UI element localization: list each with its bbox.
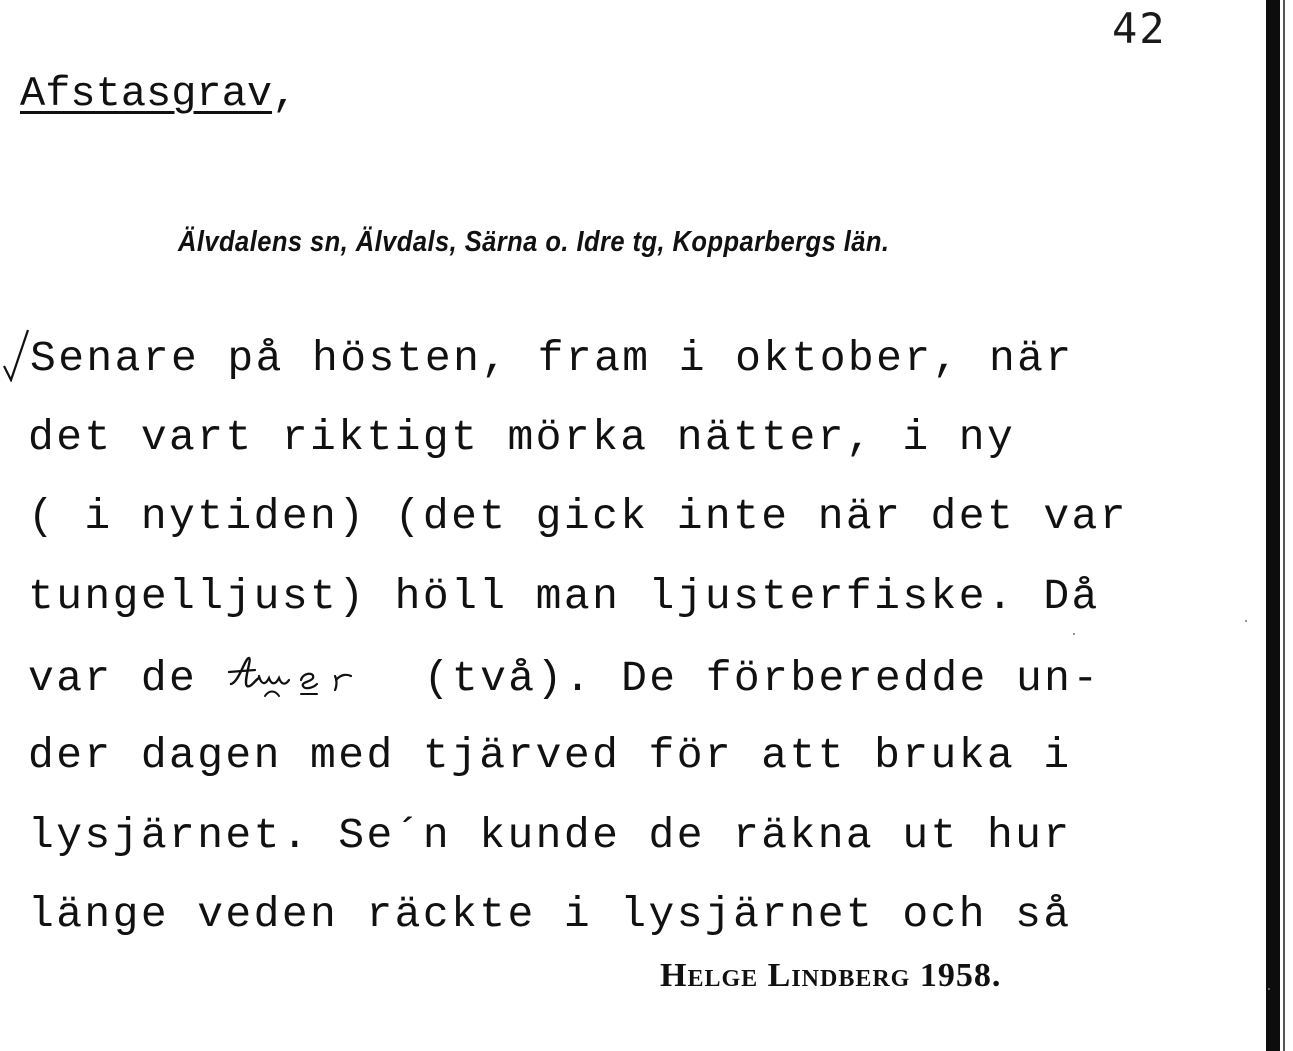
text-line-3: ( i nytiden) (det gick inte när det var bbox=[28, 492, 1128, 541]
text-line-5 bbox=[28, 652, 1101, 703]
text-line-4: tungelljust) höll man ljusterfiske. Då bbox=[28, 572, 1100, 621]
card-edge-line bbox=[1283, 0, 1285, 1051]
location-line: Älvdalens sn, Älvdals, Särna o. Idre tg, Kopparbergs län. bbox=[178, 226, 890, 258]
text-line-2: det vart riktigt mörka nätter, i ny bbox=[28, 413, 1016, 462]
headword bbox=[20, 70, 297, 118]
text-line-8: länge veden räckte i lysjärnet och så bbox=[28, 890, 1072, 939]
card-edge-border bbox=[1266, 0, 1280, 1051]
scan-speck bbox=[1268, 988, 1270, 990]
text-line-5-end: (två). De förberedde un- bbox=[395, 654, 1101, 703]
text-line-6: der dagen med tjärved för att bruka i bbox=[28, 731, 1072, 780]
text-line-5-start: var de bbox=[28, 654, 198, 703]
check-mark-icon bbox=[2, 326, 32, 382]
handwritten-word bbox=[225, 652, 395, 700]
scan-speck bbox=[1245, 620, 1247, 622]
headword-punctuation: , bbox=[272, 70, 298, 118]
signature: Helge Lindberg 1958. bbox=[660, 957, 1002, 994]
page-number: 42 bbox=[1112, 4, 1167, 53]
text-line-1: Senare på hösten, fram i oktober, när bbox=[30, 334, 1074, 383]
scan-speck bbox=[1073, 633, 1075, 635]
headword-text: Afstasgrav bbox=[20, 70, 273, 118]
text-line-7: lysjärnet. Se´n kunde de räkna ut hur bbox=[28, 811, 1072, 860]
